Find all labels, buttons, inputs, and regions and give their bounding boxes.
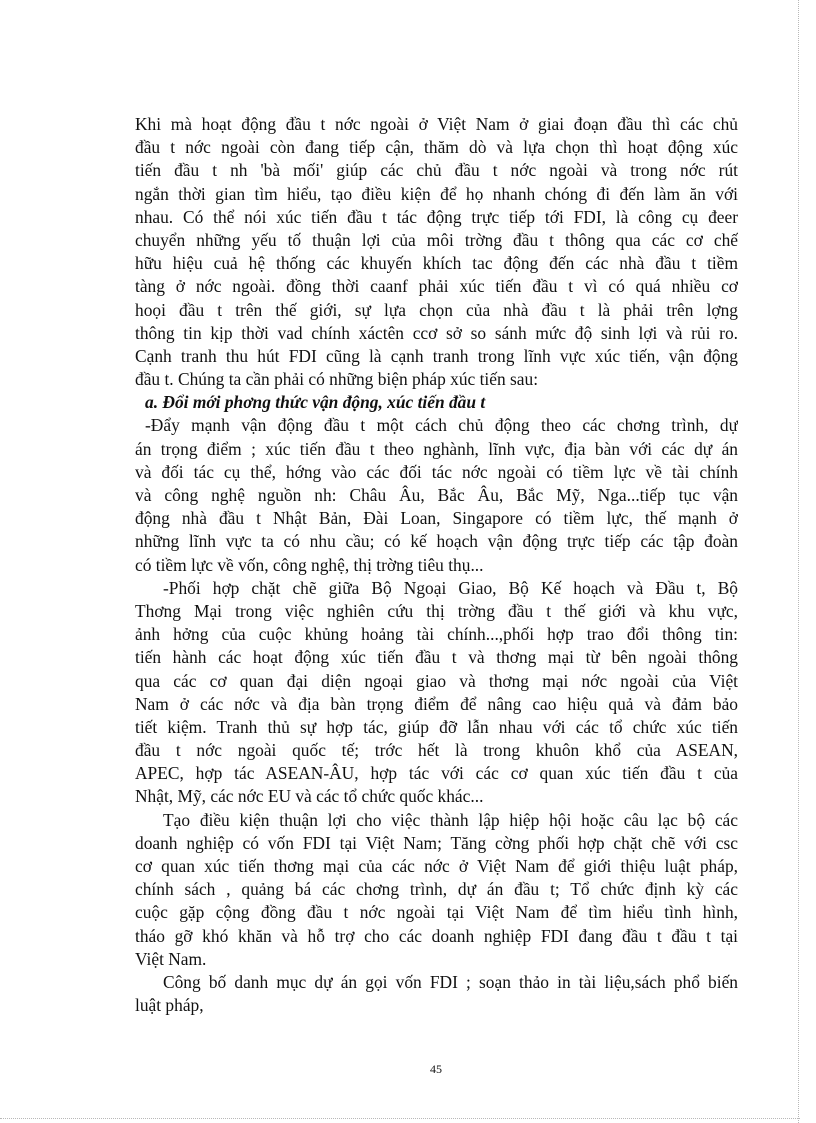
text-line: chuyển những yếu tố thuận lợi của môi trờng đầu t thông qua các cơ chế xyxy=(135,229,738,250)
text-line: luật pháp, xyxy=(135,995,204,1016)
text-line: chính sách , quảng bá các chơng trình, dự án đầu t; Tổ chức định kỳ các xyxy=(135,879,738,900)
text-line: tiết kiệm. Tranh thủ sự hợp tác, giúp đỡ lẫn nhau với các tổ chức xúc tiến xyxy=(135,716,738,737)
text-line: hoọi đầu t trên thế giới, sự lựa chọn của nhà đầu t là phải trên lợng xyxy=(135,299,738,320)
text-line: APEC, hợp tác ASEAN-ÂU, hợp tác với các cơ quan xúc tiến đầu t của xyxy=(135,763,738,784)
text-line: án trọng điểm ; xúc tiến đầu t theo nghành, lĩnh vực, địa bàn với các dự án xyxy=(135,438,738,459)
text-line: ảnh hởng của cuộc khủng hoảng tài chính...,phối hợp trao đổi thông tin: xyxy=(135,624,738,645)
text-line: Công bố danh mục dự án gọi vốn FDI ; soạn thảo in tài liệu,sách phổ biến xyxy=(163,971,738,992)
text-line: những lĩnh vực ta có nhu cầu; có kế hoạch vận động trực tiếp các tập đoàn xyxy=(135,531,738,552)
text-line: Nhật, Mỹ, các nớc EU và các tổ chức quốc khác... xyxy=(135,786,484,807)
text-line: có tiềm lực về vốn, công nghệ, thị trờng tiêu thụ... xyxy=(135,554,484,575)
text-line: Khi mà hoạt động đầu t nớc ngoài ở Việt Nam ở giai đoạn đầu thì các chủ xyxy=(135,114,738,134)
text-line: -Đẩy mạnh vận động đầu t một cách chủ động theo các chơng trình, dự xyxy=(145,415,738,436)
page-boundary-bottom xyxy=(0,1118,800,1119)
text-line: và đối tác cụ thể, hớng vào các đối tác nớc ngoài có tiềm lực về tài chính xyxy=(135,461,738,482)
text-line: và công nghệ nguồn nh: Châu Âu, Bắc Âu, Bắc Mỹ, Nga...tiếp tục vận xyxy=(135,485,738,505)
text-line: Thơng Mại trong việc nghiên cứu thị trờng đầu t thế giới và khu vực, xyxy=(135,600,738,621)
text-line: Việt Nam. xyxy=(135,948,207,969)
text-line: -Phối hợp chặt chẽ giữa Bộ Ngoại Giao, Bộ Kế hoạch và Đầu t, Bộ xyxy=(163,577,738,598)
text-line: tháo gỡ khó khăn và hỗ trợ cho các doanh nghiệp FDI đang đầu t đầu t tại xyxy=(135,925,738,946)
text-line: tiến hành các hoạt động xúc tiến đầu t và thơng mại từ bên ngoài thông xyxy=(135,647,738,668)
text-line: Tạo điều kiện thuận lợi cho việc thành lập hiệp hội hoặc câu lạc bộ các xyxy=(163,809,738,830)
text-line: đầu t. Chúng ta cần phải có những biện pháp xúc tiến sau: xyxy=(135,369,539,390)
text-line: động nhà đầu t Nhật Bản, Đài Loan, Singapore có tiềm lực, thế mạnh ở xyxy=(135,508,738,529)
document-body xyxy=(135,113,738,1017)
text-line: hữu hiệu cuả hệ thống các khuyến khích tac động đến các nhà đầu t tiềm xyxy=(135,253,738,274)
section-heading: a. Đổi mới phơng thức vận động, xúc tiến đầu t xyxy=(145,392,486,413)
text-line: ngắn thời gian tìm hiểu, tạo điều kiện để họ nhanh chóng đi đến làm ăn với xyxy=(135,183,738,204)
text-line: cơ quan xúc tiến thơng mại của các nớc ở Việt Nam để giới thiệu luật pháp, xyxy=(135,856,738,876)
text-line: Nam ở các nớc và địa bàn trọng điểm để nâng cao hiệu quả và đảm bảo xyxy=(135,693,738,714)
text-line: nhau. Có thể nói xúc tiến đầu t tác động trực tiếp tới FDI, là công cụ đeer xyxy=(135,206,738,227)
text-line: đầu t nớc ngoài quốc tế; trớc hết là trong khuôn khổ của ASEAN, xyxy=(135,740,738,761)
page-boundary-right xyxy=(798,0,799,1123)
text-line: tiến đầu t nh 'bà mối' giúp các chủ đầu t nớc ngoài và trong nớc rút xyxy=(135,160,738,181)
text-line: doanh nghiệp có vốn FDI tại Việt Nam; Tăng cờng phối hợp chặt chẽ với csc xyxy=(135,832,738,853)
text-line: Cạnh tranh thu hút FDI cũng là cạnh tranh trong lĩnh vực xúc tiến, vận động xyxy=(135,345,738,366)
page-number: 45 xyxy=(430,1062,442,1076)
text-line: qua các cơ quan đại diện ngoại giao và thơng mại nớc ngoài của Việt xyxy=(135,670,738,691)
text-line: thông tin kịp thời vad chính xáctên ccơ sở so sánh mức độ sinh lợi và rủi ro. xyxy=(135,322,738,343)
text-line: tàng ở nớc ngoài. đồng thời caanf phải xúc tiến đầu t vì có quá nhiều cơ xyxy=(135,276,738,297)
text-line: cuộc gặp cộng đồng đầu t nớc ngoài tại Việt Nam để tìm hiểu tình hình, xyxy=(135,902,738,923)
text-line: đầu t nớc ngoài còn đang tiếp cận, thăm dò và lựa chọn thì hoạt động xúc xyxy=(135,137,738,158)
